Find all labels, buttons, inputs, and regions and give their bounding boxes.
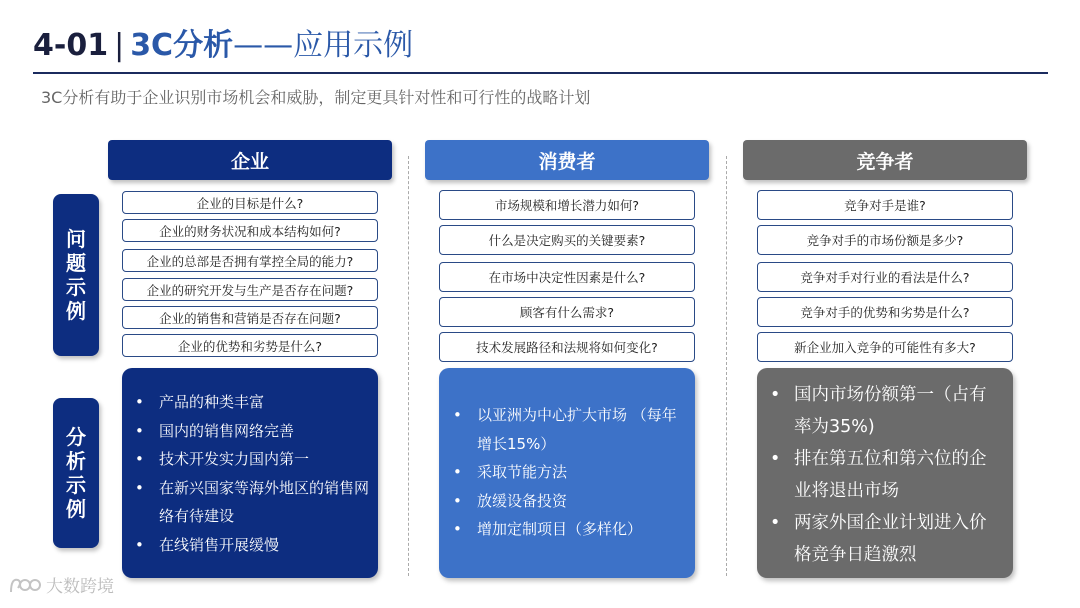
title-separator: | — [114, 28, 125, 63]
analysis-item: • 以亚洲为中心扩大市场 （每年增长15%） — [477, 401, 677, 458]
title-main: 3C分析 — [130, 28, 234, 63]
side-label-char: 分 — [66, 425, 86, 449]
analysis-item: • 在线销售开展缓慢 — [159, 531, 378, 560]
analysis-panel-company — [122, 368, 378, 578]
analysis-item: • 增加定制项目（多样化） — [477, 515, 695, 544]
watermark — [8, 572, 114, 597]
question-competitor-2: 竞争对手的市场份额是多少? — [757, 225, 1013, 255]
side-label-char: 示 — [66, 275, 86, 299]
title-dash: —— — [233, 28, 294, 63]
question-company-3: 企业的总部是否拥有掌控全局的能力? — [122, 249, 378, 272]
analysis-item: • 国内市场份额第一（占有率为35%) — [794, 379, 1000, 443]
column-divider — [726, 156, 727, 576]
question-consumer-4: 顾客有什么需求? — [439, 297, 695, 327]
analysis-panel-consumer — [439, 368, 695, 578]
analysis-item: • 两家外国企业计划进入价格竞争日趋激烈 — [794, 507, 1000, 571]
side-label-char: 析 — [66, 449, 86, 473]
side-label-questions — [53, 194, 99, 356]
side-label-char: 例 — [66, 299, 86, 323]
analysis-item: • 排在第五位和第六位的企业将退出市场 — [794, 443, 1000, 507]
question-company-5: 企业的销售和营销是否存在问题? — [122, 306, 378, 329]
column-header-competitor: 竞争者 — [743, 140, 1027, 180]
question-company-2: 企业的财务状况和成本结构如何? — [122, 219, 378, 242]
analysis-item: • 采取节能方法 — [477, 458, 695, 487]
question-competitor-5: 新企业加入竞争的可能性有多大? — [757, 332, 1013, 362]
question-company-1: 企业的目标是什么? — [122, 191, 378, 214]
question-competitor-1: 竞争对手是谁? — [757, 190, 1013, 220]
page-subtitle: 3C分析有助于企业识别市场机会和威胁，制定更具针对性和可行性的战略计划 — [41, 88, 591, 107]
analysis-item: • 技术开发实力国内第一 — [159, 445, 378, 474]
section-number: 4-01 — [33, 28, 109, 63]
question-consumer-1: 市场规模和增长潜力如何? — [439, 190, 695, 220]
analysis-item: • 在新兴国家等海外地区的销售网络有待建设 — [159, 474, 371, 531]
question-consumer-5: 技术发展路径和法规将如何变化? — [439, 332, 695, 362]
watermark-logo-icon — [8, 574, 42, 596]
side-label-char: 问 — [66, 227, 86, 251]
analysis-panel-competitor — [757, 368, 1013, 578]
side-label-char: 例 — [66, 497, 86, 521]
watermark-text: 大数跨境 — [46, 577, 114, 597]
question-competitor-4: 竞争对手的优势和劣势是什么? — [757, 297, 1013, 327]
column-divider — [408, 156, 409, 576]
question-consumer-3: 在市场中决定性因素是什么? — [439, 262, 695, 292]
side-label-analysis — [53, 398, 99, 548]
question-competitor-3: 竞争对手对行业的看法是什么? — [757, 262, 1013, 292]
title-sub: 应用示例 — [293, 28, 414, 63]
question-company-6: 企业的优势和劣势是什么? — [122, 334, 378, 357]
title-underline — [33, 72, 1048, 74]
question-company-4: 企业的研究开发与生产是否存在问题? — [122, 278, 378, 301]
side-label-char: 题 — [66, 251, 86, 275]
side-label-char: 示 — [66, 473, 86, 497]
analysis-item: • 产品的种类丰富 — [159, 388, 378, 417]
analysis-item: • 国内的销售网络完善 — [159, 417, 378, 446]
page-title — [33, 24, 413, 68]
analysis-item: • 放缓设备投资 — [477, 487, 695, 516]
column-header-consumer: 消费者 — [425, 140, 709, 180]
question-consumer-2: 什么是决定购买的关键要素? — [439, 225, 695, 255]
column-header-company: 企业 — [108, 140, 392, 180]
